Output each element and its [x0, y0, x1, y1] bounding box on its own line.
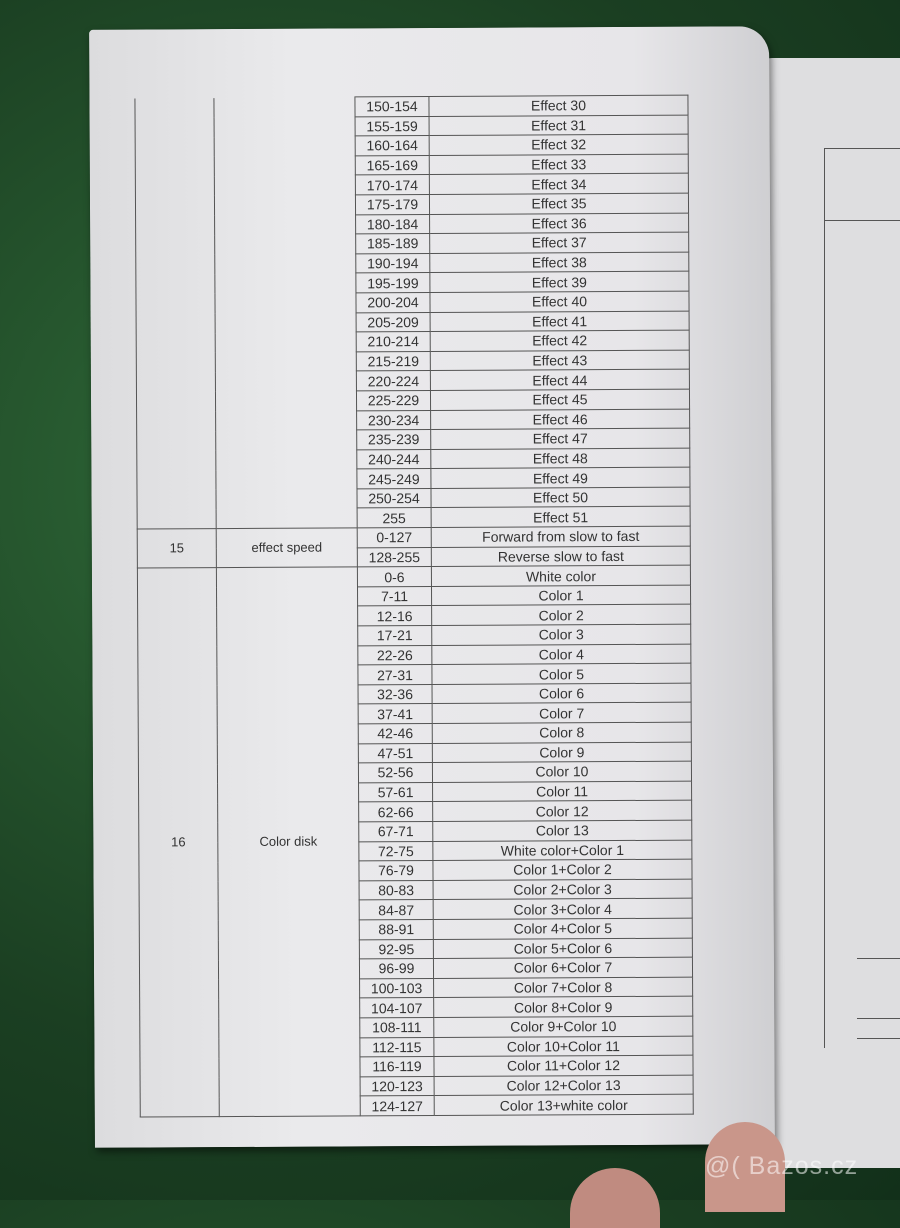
dmx-range: 27-31 — [358, 665, 432, 685]
value-description: Color 12+Color 13 — [434, 1075, 693, 1096]
dmx-range: 255 — [357, 508, 431, 528]
channel-number: 15 — [137, 529, 216, 569]
value-description: Color 7+Color 8 — [434, 977, 693, 998]
dmx-range: 92-95 — [359, 939, 433, 959]
value-description: White color+Color 1 — [433, 840, 692, 861]
effect-name: Effect 48 — [431, 448, 690, 469]
value-description: Color 6+Color 7 — [433, 957, 692, 978]
dmx-range: 230-234 — [357, 410, 431, 430]
dmx-range: 250-254 — [357, 488, 431, 508]
value-description: Color 12 — [433, 801, 692, 822]
dmx-range: 128-255 — [357, 547, 431, 567]
value-description: Color 4 — [432, 644, 691, 665]
dmx-range: 47-51 — [358, 743, 432, 763]
value-description: Color 5 — [432, 663, 691, 684]
dmx-range: 84-87 — [359, 900, 433, 920]
dmx-range: 116-119 — [360, 1057, 434, 1077]
dmx-range: 72-75 — [359, 841, 433, 861]
effect-name: Effect 38 — [430, 252, 689, 273]
dmx-range: 160-164 — [355, 136, 429, 156]
channel-number: 16 — [137, 568, 219, 1117]
dmx-range: 100-103 — [360, 978, 434, 998]
effect-name: Effect 46 — [431, 409, 690, 430]
value-description: Color 3 — [432, 624, 691, 645]
dmx-range: 62-66 — [359, 802, 433, 822]
effect-name: Effect 33 — [429, 154, 688, 175]
effect-name: Effect 41 — [430, 311, 689, 332]
effect-name: Effect 39 — [430, 271, 689, 292]
effect-name: Effect 45 — [430, 389, 689, 410]
dmx-range: 210-214 — [356, 332, 430, 352]
dmx-range: 235-239 — [357, 430, 431, 450]
dmx-range: 52-56 — [358, 763, 432, 783]
table-row — [137, 526, 690, 548]
dmx-range: 0-127 — [357, 528, 431, 548]
dmx-range: 185-189 — [356, 234, 430, 254]
dmx-range: 37-41 — [358, 704, 432, 724]
dmx-range: 215-219 — [356, 351, 430, 371]
value-description: Color 10 — [432, 761, 691, 782]
dmx-range: 124-127 — [360, 1096, 434, 1116]
value-description: Color 9 — [432, 742, 691, 763]
value-description: Color 5+Color 6 — [433, 938, 692, 959]
dmx-range: 112-115 — [360, 1037, 434, 1057]
effect-name: Effect 32 — [429, 134, 688, 155]
value-description: Color 11 — [433, 781, 692, 802]
effect-name: Effect 50 — [431, 487, 690, 508]
dmx-range: 225-229 — [356, 390, 430, 410]
effect-name: Effect 36 — [430, 213, 689, 234]
value-description: Color 13+white color — [434, 1094, 693, 1115]
value-description: Forward from slow to fast — [431, 526, 690, 547]
effect-name: Effect 44 — [430, 369, 689, 390]
value-description: Color 9+Color 10 — [434, 1016, 693, 1037]
dmx-range: 57-61 — [359, 782, 433, 802]
dmx-range: 7-11 — [357, 586, 431, 606]
dmx-range: 190-194 — [356, 253, 430, 273]
dmx-range: 76-79 — [359, 861, 433, 881]
dmx-range: 220-224 — [356, 371, 430, 391]
value-description: Color 1 — [431, 585, 690, 606]
effect-name: Effect 35 — [429, 193, 688, 214]
value-description: Reverse slow to fast — [431, 546, 690, 567]
effect-name: Effect 47 — [431, 428, 690, 449]
watermark: @( Bazos.cz — [705, 1152, 859, 1180]
function-cell — [214, 97, 357, 529]
dmx-range: 170-174 — [355, 175, 429, 195]
dmx-channel-table — [134, 95, 693, 1118]
channel-function: effect speed — [216, 528, 357, 568]
dmx-range: 12-16 — [358, 606, 432, 626]
effect-name: Effect 30 — [429, 95, 688, 116]
dmx-range: 150-154 — [355, 97, 429, 117]
dmx-range: 32-36 — [358, 684, 432, 704]
dmx-range: 80-83 — [359, 880, 433, 900]
dmx-range: 180-184 — [356, 214, 430, 234]
manual-page — [89, 26, 775, 1148]
value-description: Color 2+Color 3 — [433, 879, 692, 900]
value-description: Color 10+Color 11 — [434, 1036, 693, 1057]
effect-name: Effect 34 — [429, 174, 688, 195]
channel-function: Color disk — [216, 567, 360, 1116]
dmx-range: 96-99 — [359, 959, 433, 979]
value-description: Color 8 — [432, 722, 691, 743]
dmx-range: 175-179 — [355, 194, 429, 214]
dmx-range: 104-107 — [360, 998, 434, 1018]
effect-name: Effect 37 — [430, 232, 689, 253]
value-description: Color 13 — [433, 820, 692, 841]
value-description: Color 11+Color 12 — [434, 1055, 693, 1076]
value-description: Color 8+Color 9 — [434, 996, 693, 1017]
dmx-range: 200-204 — [356, 292, 430, 312]
dmx-range: 245-249 — [357, 469, 431, 489]
effect-name: Effect 43 — [430, 350, 689, 371]
dmx-range: 165-169 — [355, 155, 429, 175]
value-description: Color 7 — [432, 703, 691, 724]
dmx-range: 0-6 — [357, 567, 431, 587]
value-description: White color — [431, 565, 690, 586]
dmx-range: 88-91 — [359, 919, 433, 939]
dmx-range: 67-71 — [359, 821, 433, 841]
value-description: Color 3+Color 4 — [433, 898, 692, 919]
effect-name: Effect 51 — [431, 507, 690, 528]
effect-name: Effect 42 — [430, 330, 689, 351]
value-description: Color 2 — [432, 605, 691, 626]
value-description: Color 6 — [432, 683, 691, 704]
dmx-range: 22-26 — [358, 645, 432, 665]
dmx-range: 205-209 — [356, 312, 430, 332]
finger — [570, 1168, 660, 1228]
dmx-range: 195-199 — [356, 273, 430, 293]
dmx-range: 240-244 — [357, 449, 431, 469]
effect-name: Effect 31 — [429, 115, 688, 136]
value-description: Color 4+Color 5 — [433, 918, 692, 939]
dmx-range: 120-123 — [360, 1076, 434, 1096]
dmx-range: 108-111 — [360, 1017, 434, 1037]
effect-name: Effect 40 — [430, 291, 689, 312]
channel-cell — [135, 98, 216, 529]
dmx-range: 17-21 — [358, 626, 432, 646]
dmx-range: 42-46 — [358, 724, 432, 744]
effect-name: Effect 49 — [431, 467, 690, 488]
dmx-range: 155-159 — [355, 116, 429, 136]
value-description: Color 1+Color 2 — [433, 859, 692, 880]
right-page — [752, 58, 900, 1168]
